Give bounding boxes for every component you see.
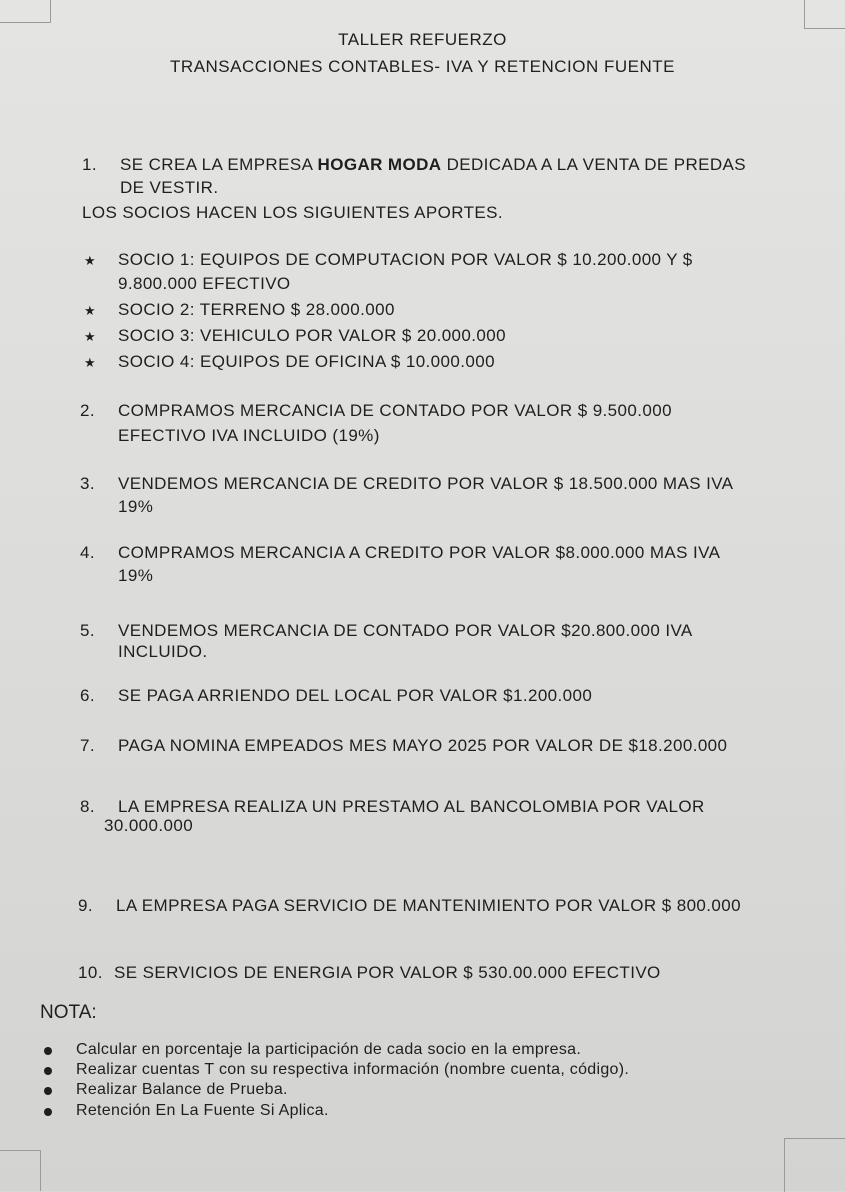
socio-1-line-1: SOCIO 1: EQUIPOS DE COMPUTACION POR VALOR $ 10.200.000 Y $ xyxy=(118,250,693,269)
item-number: 2. xyxy=(80,401,95,420)
item-text: PAGA NOMINA EMPEADOS MES MAYO 2025 POR VALOR DE $18.200.000 xyxy=(118,736,728,755)
corner-mark-bottom-right xyxy=(784,1138,845,1192)
item-text: DEDICADA A LA VENTA DE PREDAS xyxy=(441,155,747,174)
item-number: 4. xyxy=(80,543,95,562)
bullet-icon xyxy=(44,1087,52,1095)
nota-item-3: Realizar Balance de Prueba. xyxy=(76,1081,288,1098)
item-3 xyxy=(80,474,733,494)
corner-mark-top-left xyxy=(0,0,51,23)
item-6 xyxy=(80,686,592,706)
corner-mark-bottom-left xyxy=(0,1150,41,1191)
document-subtitle: TRANSACCIONES CONTABLES- IVA Y RETENCION FUENTE xyxy=(170,57,675,76)
item-2 xyxy=(80,401,672,421)
nota-item-4: Retención En La Fuente Si Aplica. xyxy=(76,1102,329,1119)
document-title: TALLER REFUERZO xyxy=(338,30,507,49)
star-bullet-icon: ★ xyxy=(84,355,96,370)
item-number: 10. xyxy=(78,963,103,982)
item-text: COMPRAMOS MERCANCIA A CREDITO POR VALOR $8.000.000 MAS IVA xyxy=(118,543,721,562)
item-number: 3. xyxy=(80,474,95,493)
item-text: VENDEMOS MERCANCIA DE CREDITO POR VALOR $ 18.500.000 MAS IVA xyxy=(118,474,734,493)
item-text: COMPRAMOS MERCANCIA DE CONTADO POR VALOR $ 9.500.000 xyxy=(118,401,672,420)
item-number: 6. xyxy=(80,686,95,705)
item-4 xyxy=(80,543,720,563)
item-number: 7. xyxy=(80,736,95,755)
item-8 xyxy=(80,797,705,817)
socio-3: SOCIO 3: VEHICULO POR VALOR $ 20.000.000 xyxy=(118,326,506,345)
item-number: 1. xyxy=(82,155,97,174)
item-number: 5. xyxy=(80,621,95,640)
item-7 xyxy=(80,736,727,756)
nota-item-1: Calcular en porcentaje la participación de cada socio en la empresa. xyxy=(76,1041,582,1058)
item-8-continuation: 30.000.000 xyxy=(104,816,194,835)
star-bullet-icon: ★ xyxy=(84,253,96,268)
item-3-continuation: 19% xyxy=(118,497,154,516)
star-bullet-icon: ★ xyxy=(84,303,96,318)
item-5 xyxy=(80,621,693,641)
corner-mark-top-right xyxy=(804,0,845,29)
socio-4: SOCIO 4: EQUIPOS DE OFICINA $ 10.000.000 xyxy=(118,352,495,371)
item-9 xyxy=(78,896,741,916)
item-10 xyxy=(78,963,661,983)
socio-1-line-2: 9.800.000 EFECTIVO xyxy=(118,274,291,293)
item-2-continuation: EFECTIVO IVA INCLUIDO (19%) xyxy=(118,426,380,445)
item-4-continuation: 19% xyxy=(118,566,154,585)
socio-2: SOCIO 2: TERRENO $ 28.000.000 xyxy=(118,300,395,319)
item-text: LA EMPRESA REALIZA UN PRESTAMO AL BANCOLOMBIA POR VALOR xyxy=(118,797,705,816)
item-1 xyxy=(82,155,746,175)
item-number: 8. xyxy=(80,797,95,816)
bullet-icon xyxy=(44,1108,52,1116)
company-name: HOGAR MODA xyxy=(317,155,442,174)
item-text: SE PAGA ARRIENDO DEL LOCAL POR VALOR $1.200.000 xyxy=(118,686,593,705)
item-text: VENDEMOS MERCANCIA DE CONTADO POR VALOR $20.800.000 IVA xyxy=(118,621,693,640)
nota-heading: NOTA: xyxy=(40,1002,97,1023)
item-5-continuation: INCLUIDO. xyxy=(118,642,208,661)
socios-intro: LOS SOCIOS HACEN LOS SIGUIENTES APORTES. xyxy=(82,203,503,222)
item-text: SE SERVICIOS DE ENERGIA POR VALOR $ 530.00.000 EFECTIVO xyxy=(114,963,661,982)
item-number: 9. xyxy=(78,896,93,915)
bullet-icon xyxy=(44,1047,52,1055)
star-bullet-icon: ★ xyxy=(84,329,96,344)
bullet-icon xyxy=(44,1067,52,1075)
item-text: LA EMPRESA PAGA SERVICIO DE MANTENIMIENTO POR VALOR $ 800.000 xyxy=(116,896,741,915)
item-text: SE CREA LA EMPRESA xyxy=(120,155,318,174)
item-1-continuation: DE VESTIR. xyxy=(120,178,219,197)
nota-item-2: Realizar cuentas T con su respectiva información (nombre cuenta, código). xyxy=(76,1061,630,1078)
